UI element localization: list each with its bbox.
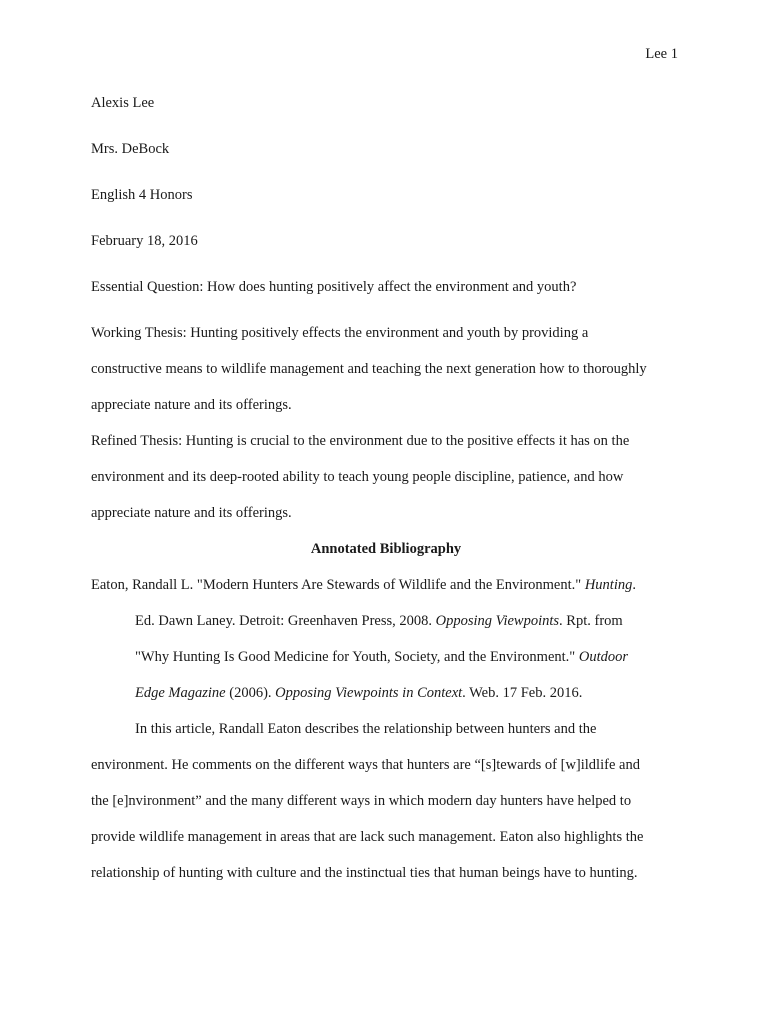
annotation-line: relationship of hunting with culture and the instinctual ties that human beings have to hunting. (91, 865, 638, 881)
citation-line (91, 610, 681, 646)
citation-title-italic: Edge Magazine (135, 685, 226, 701)
working-thesis-line: Working Thesis: Hunting positively effects the environment and youth by providing a (91, 325, 589, 341)
citation-text: . Rpt. from (559, 613, 623, 629)
essential-question: Essential Question: How does hunting positively affect the environment and youth? (91, 279, 577, 295)
author-name: Alexis Lee (91, 95, 155, 111)
teacher-name: Mrs. DeBock (91, 141, 170, 157)
working-thesis (91, 322, 681, 430)
citation-text: . Web. 17 Feb. 2016. (462, 685, 583, 701)
citation-title-italic: Opposing Viewpoints in Context (275, 685, 463, 701)
date: February 18, 2016 (91, 233, 198, 249)
citation-line (91, 646, 681, 682)
refined-thesis (91, 430, 681, 538)
annotation-line: the [e]nvironment” and the many different ways in which modern day hunters have helped to (91, 793, 632, 809)
refined-thesis-line: appreciate nature and its offerings. (91, 505, 292, 521)
annotation-paragraph (91, 718, 681, 898)
citation-title-italic: Outdoor (578, 649, 628, 665)
annotation-line: provide wildlife management in areas that are lack such management. Eaton also highlights the (91, 829, 644, 845)
citation-line (91, 682, 681, 718)
citation-text: Ed. Dawn Laney. Detroit: Greenhaven Press, 2008. (135, 613, 436, 629)
citation-text: (2006). (225, 685, 276, 701)
running-head: Lee 1 (645, 46, 678, 62)
bibliography-heading: Annotated Bibliography (310, 541, 462, 557)
citation-line (91, 574, 681, 610)
working-thesis-line: appreciate nature and its offerings. (91, 397, 292, 413)
citation-text: "Why Hunting Is Good Medicine for Youth, Society, and the Environment." (135, 649, 579, 665)
annotation-line: environment. He comments on the different ways that hunters are “[s]tewards of [w]ildlife and (91, 757, 640, 773)
course-name: English 4 Honors (91, 187, 193, 203)
citation-text: Eaton, Randall L. "Modern Hunters Are Stewards of Wildlife and the Environment." (91, 577, 585, 593)
citation-text: . (632, 577, 636, 593)
bibliography-citation (91, 574, 681, 718)
refined-thesis-line: Refined Thesis: Hunting is crucial to the environment due to the positive effects it has on the (91, 433, 630, 449)
refined-thesis-line: environment and its deep-rooted ability to teach young people discipline, patience, and how (91, 469, 624, 485)
citation-title-italic: Opposing Viewpoints (435, 613, 560, 629)
document-body (91, 92, 681, 898)
citation-title-italic: Hunting (584, 577, 633, 593)
working-thesis-line: constructive means to wildlife management and teaching the next generation how to thoroughly (91, 361, 647, 377)
annotation-line: In this article, Randall Eaton describes the relationship between hunters and the (135, 721, 597, 737)
